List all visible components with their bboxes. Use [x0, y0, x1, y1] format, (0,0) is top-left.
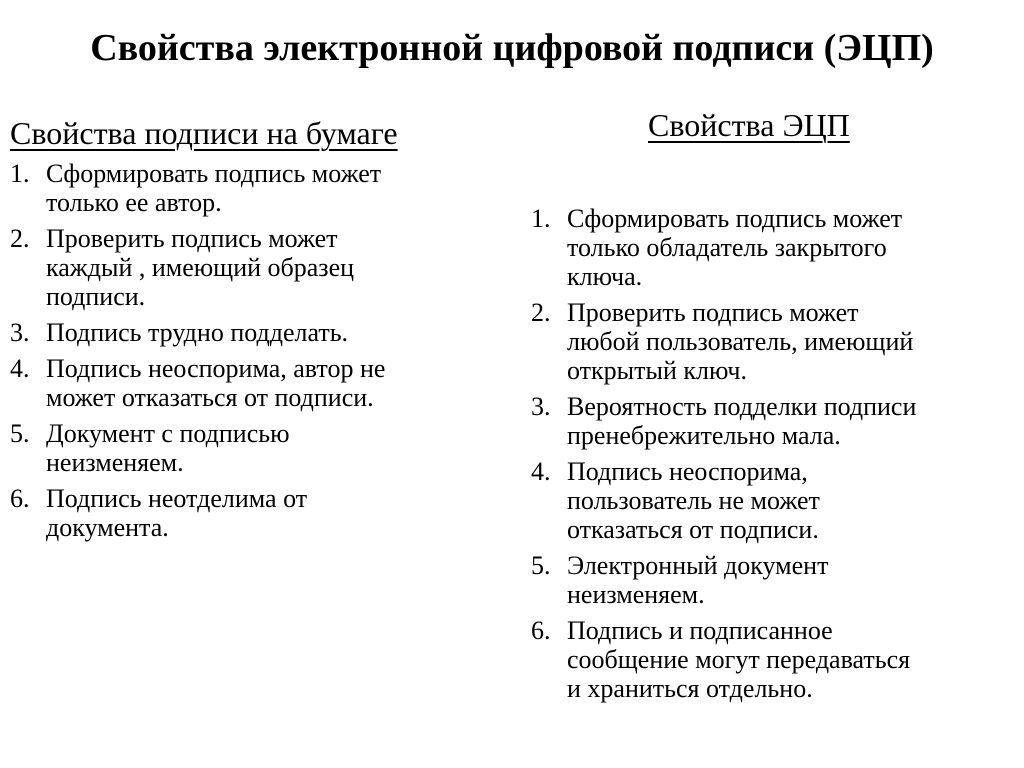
- item-number: 6.: [531, 616, 551, 645]
- item-line: Подпись неоспорима,: [567, 457, 808, 486]
- paper-signature-heading: Свойства подписи на бумаге: [10, 115, 398, 151]
- item-line: пренебрежительно мала.: [567, 421, 841, 450]
- list-item: [10, 159, 505, 217]
- item-number: 1.: [10, 159, 30, 188]
- item-text: [567, 298, 1016, 385]
- item-line: неизменяем.: [46, 448, 184, 477]
- item-line: пользователь не может: [567, 486, 820, 515]
- item-number: 1.: [531, 204, 551, 233]
- item-line: Сформировать подпись может: [567, 204, 903, 233]
- item-text: [567, 551, 1016, 609]
- item-line: подписи.: [46, 282, 146, 311]
- item-line: и храниться отдельно.: [567, 674, 813, 703]
- item-line: Проверить подпись может: [567, 298, 859, 327]
- list-item: [531, 204, 1016, 291]
- item-text: [567, 392, 1016, 450]
- item-line: Подпись неоспорима, автор не: [46, 354, 386, 383]
- item-line: Электронный документ: [567, 551, 829, 580]
- item-line: Подпись неотделима от: [46, 484, 308, 513]
- item-line: неизменяем.: [567, 580, 705, 609]
- item-line: Документ с подписью: [46, 419, 290, 448]
- item-line: Сформировать подпись может: [46, 159, 382, 188]
- item-line: каждый , имеющий образец: [46, 253, 355, 282]
- item-number: 5.: [531, 551, 551, 580]
- item-text: [567, 616, 1016, 703]
- slide-title: Свойства электронной цифровой подписи (ЭЦП): [90, 27, 934, 69]
- item-line: любой пользователь, имеющий: [567, 327, 914, 356]
- item-number: 2.: [10, 224, 30, 253]
- item-text: [46, 354, 505, 412]
- item-number: 4.: [10, 354, 30, 383]
- list-item: [531, 551, 1016, 609]
- item-number: 2.: [531, 298, 551, 327]
- item-text: [46, 419, 505, 477]
- list-item: [10, 419, 505, 477]
- item-number: 3.: [531, 392, 551, 421]
- item-text: [567, 204, 1016, 291]
- list-item: [10, 318, 505, 347]
- item-text: [46, 159, 505, 217]
- item-number: 4.: [531, 457, 551, 486]
- item-text: [46, 224, 505, 311]
- item-text: [567, 457, 1016, 544]
- eds-heading: Свойства ЭЦП: [648, 107, 850, 143]
- item-number: 5.: [10, 419, 30, 448]
- list-item: [531, 457, 1016, 544]
- list-item: [10, 224, 505, 311]
- item-number: 6.: [10, 484, 30, 513]
- item-line: сообщение могут передаваться: [567, 645, 911, 674]
- list-item: [10, 484, 505, 542]
- list-item: [10, 354, 505, 412]
- list-item: [531, 392, 1016, 450]
- eds-properties-list: [531, 204, 1016, 710]
- item-line: Проверить подпись может: [46, 224, 338, 253]
- list-item: [531, 616, 1016, 703]
- item-line: отказаться от подписи.: [567, 515, 819, 544]
- item-line: ключа.: [567, 262, 643, 291]
- item-line: Подпись и подписанное: [567, 616, 833, 645]
- item-number: 3.: [10, 318, 30, 347]
- item-line: Подпись трудно подделать.: [46, 318, 349, 347]
- item-line: только обладатель закрытого: [567, 233, 887, 262]
- item-line: может отказаться от подписи.: [46, 383, 374, 412]
- item-line: Вероятность подделки подписи: [567, 392, 917, 421]
- item-text: [46, 484, 505, 542]
- list-item: [531, 298, 1016, 385]
- item-line: только ее автор.: [46, 188, 222, 217]
- paper-properties-list: [10, 159, 505, 549]
- item-text: [46, 318, 505, 347]
- item-line: документа.: [46, 513, 169, 542]
- item-line: открытый ключ.: [567, 356, 747, 385]
